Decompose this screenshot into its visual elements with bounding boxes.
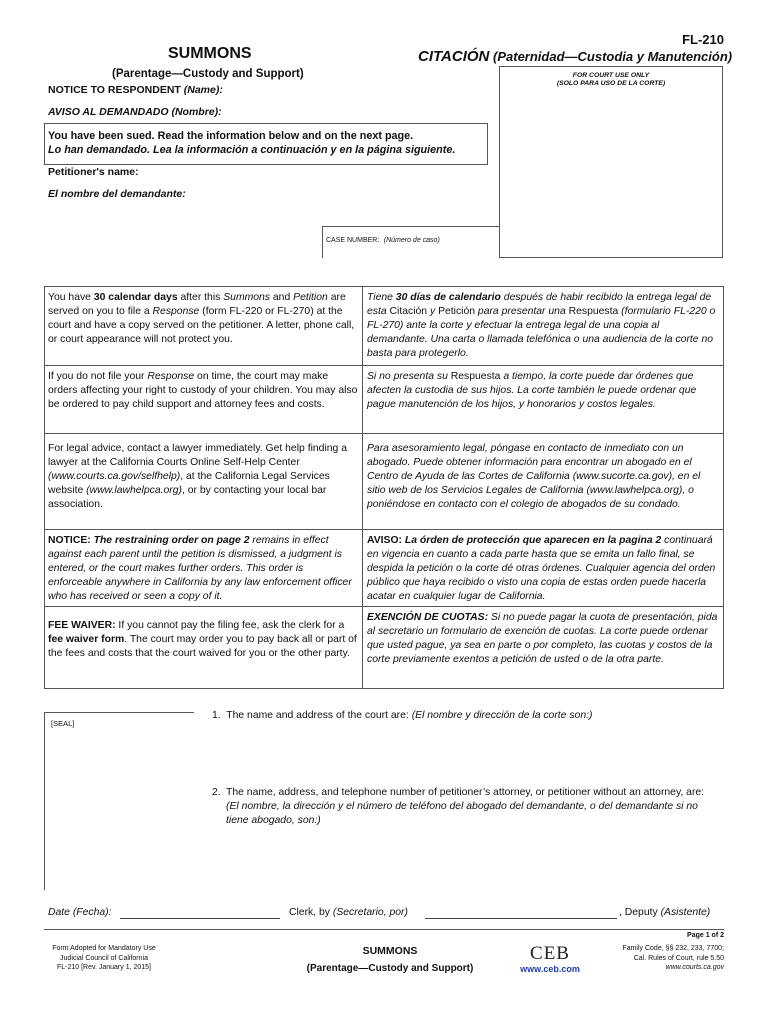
aviso-label: AVISO AL DEMANDADO (Nombre): xyxy=(48,106,222,118)
text: (form FL-220 or FL-270) at the court and have a copy served on the petitioner. A letter, phone call, or court appearance will not protect you. xyxy=(48,306,355,345)
text: You have xyxy=(48,292,94,303)
clerk-field[interactable] xyxy=(425,918,617,919)
footer-subtitle: (Parentage—Custody and Support) xyxy=(306,963,474,974)
text-bold: AVISO: xyxy=(367,535,405,546)
deadline-spanish xyxy=(362,287,724,365)
item-2-english: The name, address, and telephone number of petitioner’s attorney, or petitioner without an attorney, are: xyxy=(226,787,705,798)
deputy-english: , Deputy xyxy=(619,907,661,918)
case-number-spanish: (Número de caso) xyxy=(383,237,440,244)
item-1-spanish: (El nombre y dirección de la corte son:) xyxy=(411,710,593,721)
text-italic: Petition xyxy=(293,292,328,303)
text-bold-italic: The restraining order on page 2 xyxy=(93,535,250,546)
footer-left xyxy=(40,944,168,973)
case-number-label: CASE NUMBER: xyxy=(326,237,380,244)
form-number: FL-210 xyxy=(682,32,724,47)
clerk-label xyxy=(289,906,408,920)
text-italic: Si no puede pagar la cuota de presentación, pida al secretario un formulario de exención de cuotas. La corte puede ordenar que usted pague, ya sea en parte o por completo, las cuotas y costos de la corte previamente exentos a petición de usted o de la otra parte. xyxy=(367,612,718,665)
item-2-text xyxy=(226,786,718,828)
seal-label: [SEAL] xyxy=(51,719,75,728)
title-spanish-rest: (Paternidad—Custodia y Manutención) xyxy=(493,49,733,64)
text: . The court may order you to pay back all or part of the fees and costs that the court waived for you or the other party. xyxy=(48,634,357,659)
court-use-box xyxy=(499,66,723,258)
legal-advice-english xyxy=(44,434,362,529)
text-bold: NOTICE: xyxy=(48,535,94,546)
sued-english: You have been sued. Read the information below and on the next page. xyxy=(48,130,414,142)
title-english: SUMMONS xyxy=(168,45,252,62)
clerk-english: Clerk, by xyxy=(289,907,333,918)
text: , or by contacting your local bar association. xyxy=(48,485,327,510)
date-label: Date (Fecha): xyxy=(48,907,112,918)
clerk-spanish: (Secretario, por) xyxy=(332,907,408,918)
text: Si no presenta su xyxy=(367,371,451,382)
text: Tiene xyxy=(367,292,396,303)
footer-title: SUMMONS xyxy=(362,945,418,957)
info-row-deadline xyxy=(44,287,724,366)
fee-waiver-spanish xyxy=(362,607,724,688)
text-italic: (www.lawhelpca.org) xyxy=(86,485,182,496)
info-row-consequences xyxy=(44,366,724,434)
court-use-english: FOR COURT USE ONLY xyxy=(572,72,650,79)
footer-council: Judicial Council of California xyxy=(60,954,148,962)
text-bold: fee waiver form xyxy=(48,634,125,645)
ceb-url[interactable]: www.ceb.com xyxy=(520,964,580,974)
court-use-spanish: (SOLO PARA USO DE LA CORTE) xyxy=(556,80,666,87)
text-italic: Response xyxy=(147,371,195,382)
footer-rules: Cal. Rules of Court, rule 5.50 xyxy=(633,954,724,962)
text: and xyxy=(270,292,294,303)
item-2-spanish: (El nombre, la dirección y el número de teléfono del abogado del demandante, o del demandante si no tiene abogado, son:) xyxy=(226,801,698,826)
deputy-label xyxy=(619,906,710,920)
text-italic: (www.courts.ca.gov/selfhelp) xyxy=(48,471,181,482)
text-bold-italic: La órden de protección que aparecen en la pagina 2 xyxy=(404,535,662,546)
item-1[interactable] xyxy=(212,709,724,723)
consequences-english xyxy=(44,366,362,433)
sued-notice-box xyxy=(44,123,488,165)
footer-courts-url[interactable]: www.courts.ca.gov xyxy=(665,964,724,971)
seal-box xyxy=(44,712,194,890)
text: If you do not file your xyxy=(48,371,148,382)
text: después de habir recibido la entrega legal de esta xyxy=(367,292,712,317)
restraining-order-english xyxy=(44,530,362,606)
page-number: Page 1 of 2 xyxy=(687,932,724,939)
item-2[interactable] xyxy=(212,786,718,828)
text: For legal advice, contact a lawyer immediately. Get help finding a lawyer at the California Courts Online Self-Help Center xyxy=(48,443,347,468)
text-normal: Respuesta xyxy=(450,371,501,382)
text: y xyxy=(427,306,439,317)
footer-divider xyxy=(44,929,724,930)
title-spanish-bold: CITACIÓN xyxy=(418,48,490,65)
case-number-box[interactable] xyxy=(322,226,499,258)
text-normal: Respuesta xyxy=(568,306,619,317)
text-italic: continuará en vigencia en cuanto a cada parte hasta que se emita un fallo final, se despida la petición o la corte dé otras órdenes. Cualquier agencia del orden público que haya recibido o visto una copia de estas orden puede hacerla acatar en cualquier lugar de California. xyxy=(367,535,716,602)
text: a tiempo, la corte puede dar órdenes que afecten la custodia de sus hijos. La corte también le puede ordenar que pague manutención de los hijos, y honorarios y costos legales. xyxy=(367,371,697,410)
deputy-spanish: (Asistente) xyxy=(660,907,711,918)
text-italic: remains in effect against each parent until the petition is dismissed, a judgment is entered, or the court makes further orders. This order is enforceable anywhere in California by any law enforcement officer who has received or seen a copy of it. xyxy=(48,535,352,602)
petitioner-spanish-label: El nombre del demandante: xyxy=(48,188,186,200)
date-field[interactable] xyxy=(120,918,280,919)
item-1-number: 1. xyxy=(212,710,221,721)
item-2-number: 2. xyxy=(212,787,221,798)
notice-label: NOTICE TO RESPONDENT xyxy=(48,84,181,96)
text: para presentar una xyxy=(475,306,569,317)
text: on time, the court may make orders affecting your right to custody of your children. You may also be ordered to pay child support and attorney fees and costs. xyxy=(48,371,358,410)
subtitle-english: (Parentage—Custody and Support) xyxy=(112,68,304,80)
text-normal: Citación xyxy=(389,306,428,317)
legal-advice-spanish: Para asesoramiento legal, póngase en contacto de inmediato con un abogado. Puede obtener información para encontrar un abogado en el Centro de Ayuda de las Cortes de California (www.sucorte.ca.gov), en el sitio web de los Servicios Legales de California (www.lawhelpca.org), o poniéndose en contacto con el colegio de abogados de su condado. xyxy=(362,434,724,529)
footer-adopted: Form Adopted for Mandatory Use xyxy=(52,945,156,952)
text-normal: Petición xyxy=(438,306,476,317)
text-bold: 30 días de calendario xyxy=(395,292,501,303)
text: , at the California Legal Services website xyxy=(48,471,330,496)
footer-family-code: Family Code, §§ 232, 233, 7700; xyxy=(622,945,724,952)
text-bold: FEE WAIVER: xyxy=(48,620,116,631)
text: If you cannot pay the filing fee, ask the clerk for a xyxy=(115,620,345,631)
info-row-restraining-order xyxy=(44,530,724,607)
item-1-english: The name and address of the court are: xyxy=(226,710,412,721)
text-bold: 30 calendar days xyxy=(93,292,178,303)
consequences-spanish xyxy=(362,366,724,433)
text: after this xyxy=(177,292,224,303)
text-italic: Response xyxy=(152,306,200,317)
text: are served on you to file a xyxy=(48,292,346,317)
title-spanish xyxy=(418,48,732,65)
footer-form-rev: FL-210 [Rev. January 1, 2015] xyxy=(56,964,152,971)
text-italic: Summons xyxy=(223,292,271,303)
info-row-legal-advice xyxy=(44,434,724,530)
footer-right xyxy=(554,944,724,973)
notice-name-label: (Name): xyxy=(183,84,223,96)
sued-spanish: Lo han demandado. Lea la información a continuación y en la página siguiente. xyxy=(48,144,456,156)
petitioner-label: Petitioner's name: xyxy=(48,166,139,178)
ceb-logo-mark: CEB xyxy=(530,943,570,964)
fee-waiver-english xyxy=(44,607,362,688)
text: (formulario FL-220 o FL-270) ante la corte y efectuar la entrega legal de una copia al demandante. Una carta o llamada telefónica o una audiencia de la corte no basta para protegerlo. xyxy=(367,306,716,359)
text-bold-italic: EXENCIÓN DE CUOTAS: xyxy=(367,612,489,623)
notice-to-respondent xyxy=(48,84,223,96)
deadline-english xyxy=(44,287,362,365)
info-row-fee-waiver xyxy=(44,607,724,689)
restraining-order-spanish xyxy=(362,530,724,606)
